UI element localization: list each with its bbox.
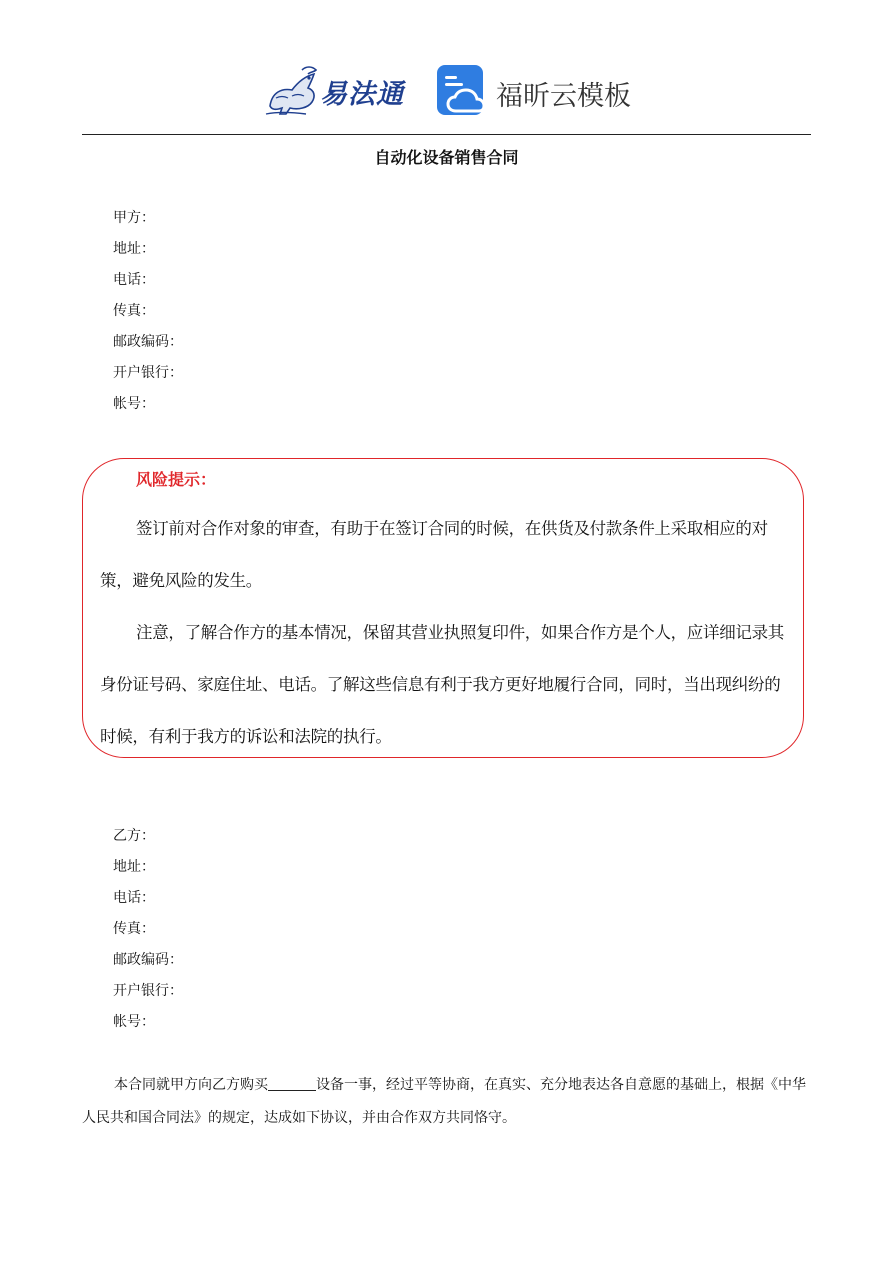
fuxin-logo-text: 福昕云模板 [496,81,631,112]
header-divider [82,134,811,135]
party-a-fax-field: 传真： [113,303,155,319]
document-title: 自动化设备销售合同 [374,148,519,167]
yifatong-logo [262,62,422,118]
party-b-phone-field: 电话： [113,890,155,906]
risk-notice-title: 风险提示： [136,470,217,489]
party-a-phone-field: 电话： [113,272,155,288]
risk-notice-paragraph-1: 签订前对合作对象的审查，有助于在签订合同的时候，在供货及付款条件上采取相应的对策，避免风险的发生。 [100,519,768,590]
equipment-blank-line [268,1076,316,1091]
party-a-block [113,208,183,425]
qilin-icon [262,62,322,118]
party-b-account-field: 帐号： [113,1014,155,1030]
party-a-postcode-field: 邮政编码： [113,334,183,350]
party-a-account-field: 帐号： [113,396,155,412]
risk-notice-paragraph-2: 注意，了解合作方的基本情况，保留其营业执照复印件，如果合作方是个人，应详细记录其身份证号码、家庭住址、电话。了解这些信息有利于我方更好地履行合同，同时，当出现纠纷的时候，有利于我方的诉讼和法院的执行。 [100,623,785,746]
party-b-postcode-field: 邮政编码： [113,952,183,968]
page-header [0,56,893,126]
intro-text-before-blank: 本合同就甲方向乙方购买 [114,1077,268,1093]
party-a-name-field: 甲方： [113,210,155,226]
yifatong-logo-text: 易法通 [320,79,404,110]
party-b-bank-field: 开户银行： [113,983,183,999]
party-a-bank-field: 开户银行： [113,365,183,381]
party-a-address-field: 地址： [113,241,155,257]
party-b-address-field: 地址： [113,859,155,875]
party-b-fax-field: 传真： [113,921,155,937]
contract-intro-paragraph [82,1069,810,1135]
party-b-block [113,826,183,1043]
party-b-name-field: 乙方： [113,828,155,844]
cloud-document-icon [436,64,486,116]
intro-text-after-blank: 设备一事，经过平等协商，在真实、充分地表达各自意愿的基础上，根据《中华人民共和国合同法》的规定，达成如下协议，并由合作双方共同恪守。 [82,1077,806,1126]
